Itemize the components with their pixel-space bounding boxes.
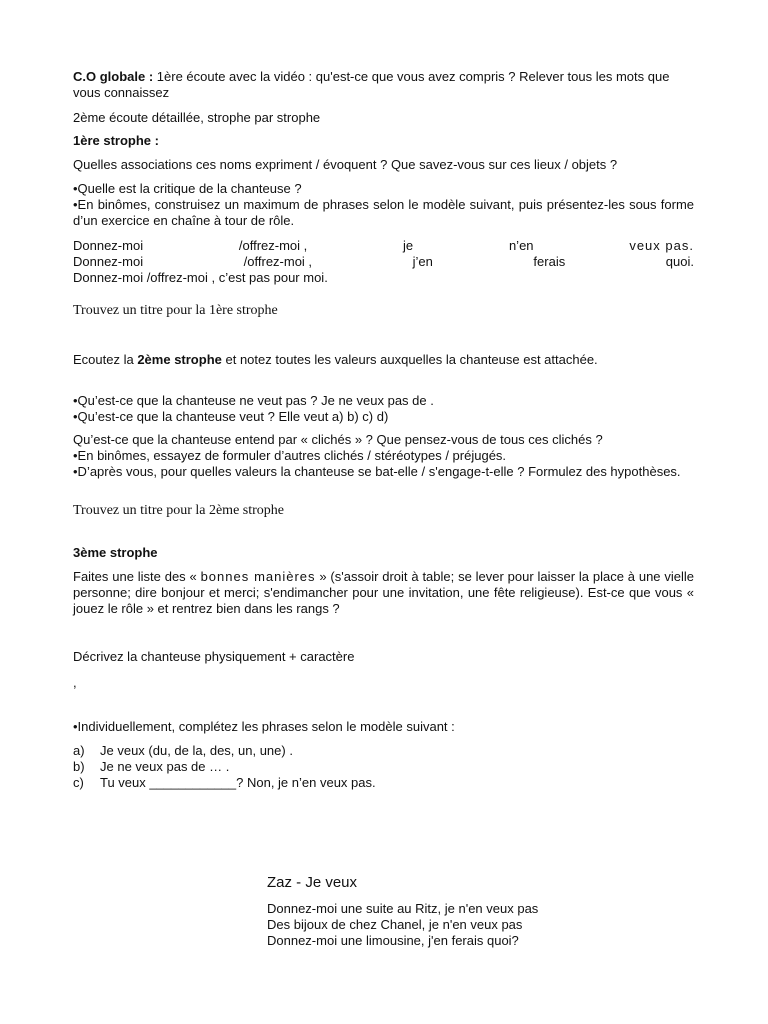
list-item: b) Je ne veux pas de … . bbox=[73, 759, 230, 774]
strophe-2-cliches-question: Qu’est-ce que la chanteuse entend par « clichés » ? Que pensez-vous de tous ces clichés ? bbox=[73, 432, 603, 447]
song-lyric-line-1: Donnez-moi une suite au Ritz, je n'en veux pas bbox=[267, 901, 539, 916]
exercise-list bbox=[73, 743, 694, 791]
strophe-2-bullet-binomes: •En binômes, essayez de formuler d’autres clichés / stéréotypes / préjugés. bbox=[73, 448, 507, 463]
list-item: a) Je veux (du, de la, des, un, une) . bbox=[73, 743, 293, 758]
strophe-1-title-prompt: Trouvez un titre pour la 1ère strophe bbox=[73, 303, 278, 318]
song-lyric-line-3: Donnez-moi une limousine, j'en ferais quoi? bbox=[267, 933, 519, 948]
strophe-1-bullet-binomes: •En binômes, construisez un maximum de phrases selon le modèle suivant, puis présentez-les sous forme d’un exercice en chaîne à tour de rôle. bbox=[73, 197, 694, 228]
strophe-2-title-prompt: Trouvez un titre pour la 2ème strophe bbox=[73, 503, 284, 518]
list-item: c) Tu veux ____________? Non, je n’en veux pas. bbox=[73, 775, 376, 790]
individual-exercise-instruction: •Individuellement, complétez les phrases selon le modèle suivant : bbox=[73, 719, 455, 734]
strophe-2-bullet-veut: •Qu’est-ce que la chanteuse veut ? Elle veut a) b) c) d) bbox=[73, 409, 389, 424]
model-line-2: Donnez-moi /offrez-moi , j’en ferais quoi. bbox=[73, 254, 694, 269]
song-title: Zaz - Je veux bbox=[267, 874, 358, 891]
strophe-1-bullet-critique: •Quelle est la critique de la chanteuse ? bbox=[73, 181, 302, 196]
strophe-3-paragraph: Faites une liste des « bonnes manières » (s'assoir droit à table; se lever pour laisser la place à une vielle personne; dire bonjour et merci; s'endimancher pour une invitation, une fête religieuse). Est-ce que vous « jouez le rôle » et rentrez bien dans les rangs ? bbox=[73, 569, 694, 616]
strophe-3-heading: 3ème strophe bbox=[73, 545, 158, 560]
stray-comma: , bbox=[73, 675, 77, 690]
co-globale-text: 1ère écoute avec la vidéo : qu'est-ce que vous avez compris ? Relever tous les mots que vous connaissez bbox=[73, 69, 670, 100]
co-globale-paragraph bbox=[73, 69, 694, 101]
strophe-2-bullet-ne-veut-pas: •Qu’est-ce que la chanteuse ne veut pas ? Je ne veux pas de . bbox=[73, 393, 434, 408]
song-lyric-line-2: Des bijoux de chez Chanel, je n'en veux pas bbox=[267, 917, 523, 932]
strophe-2-intro: Ecoutez la 2ème strophe et notez toutes les valeurs auxquelles la chanteuse est attachée. bbox=[73, 352, 598, 367]
second-listening-line: 2ème écoute détaillée, strophe par strophe bbox=[73, 110, 321, 125]
strophe-2-bullet-valeurs: •D’après vous, pour quelles valeurs la chanteuse se bat-elle / s'engage-t-elle ? Formulez des hypothèses. bbox=[73, 464, 681, 479]
model-line-3: Donnez-moi /offrez-moi , c’est pas pour moi. bbox=[73, 270, 328, 285]
co-globale-label: C.O globale : bbox=[73, 69, 154, 84]
describe-singer-prompt: Décrivez la chanteuse physiquement + caractère bbox=[73, 649, 355, 664]
strophe-1-heading: 1ère strophe : bbox=[73, 133, 159, 148]
strophe-1-question: Quelles associations ces noms expriment / évoquent ? Que savez-vous sur ces lieux / objets ? bbox=[73, 157, 618, 172]
model-line-1: Donnez-moi /offrez-moi , je n’en veux pas. bbox=[73, 238, 694, 253]
